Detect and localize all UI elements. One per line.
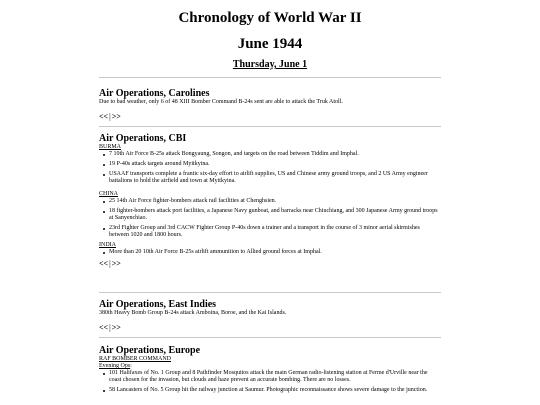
ops-label-line [99,363,441,370]
section-title: Air Operations, East Indies [99,299,217,310]
section-nav [99,323,441,332]
section-text: Due to bad weather, only 6 of 48 XIII Bomber Command B-24s sent are able to attack the Truk Atoll. [99,99,343,105]
date-heading: Thursday, June 1 [232,59,308,70]
divider [99,126,441,127]
list-item: 58 Lancasters of No. 5 Group hit the railway junction at Saumur. Photographic reconnaissance shows severe damage to the junction. [109,387,441,394]
list-item: 101 Halifaxes of No. 1 Group and 8 Pathfinder Mosquitos attack the main German radio-listening station at Ferme d'Urville near the coast chosen for the invasion, but clouds and haze prevent an accurate bombing. There are no losses. [109,370,441,384]
prev-link[interactable]: << [99,323,109,332]
section-east-indies [99,299,441,332]
region-label-china: CHINA [99,191,118,197]
divider [99,292,441,293]
nav-separator: | [109,259,111,268]
section-nav [99,112,441,121]
next-link[interactable]: >> [111,323,121,332]
prev-link[interactable]: << [99,259,109,268]
section-cbi [99,133,441,268]
section-title: Air Operations, CBI [99,133,187,144]
europe-list [99,370,441,394]
section-europe [99,345,441,397]
month-heading: June 1944 [237,36,303,52]
china-list [99,198,441,239]
list-item: 25 14th Air Force fighter-bombers attack rail facilities at Chenghsien. [109,198,441,205]
ops-label-suffix: : [130,363,132,369]
nav-separator: | [109,112,111,121]
divider [99,337,441,338]
command-label: RAF BOMBER COMMAND [99,356,172,362]
list-item: 23rd Fighter Group and 3rd CACW Fighter Group P-40s down a trainer and a transport in the course of 3 minor aerial skirmishes between 1020 and 1800 hours. [109,225,441,239]
list-item: 19 P-40s attack targets around Myitkyina. [109,161,441,168]
section-nav [99,259,441,268]
region-label-india: INDIA [99,242,116,248]
list-item: 18 fighter-bombers attack port facilities, a Japanese Navy gunboat, and barracks near Chiuchiang, and 300 Japanese Army ground troops at Sanyenchiao. [109,208,441,222]
page-title: Chronology of World War II [178,10,362,26]
region-label-burma: BURMA [99,144,122,150]
list-item: More than 20 10th Air Force B-25s airlift ammunition to Allied ground forces at Imphal. [109,249,441,256]
prev-link[interactable]: << [99,112,109,121]
list-item: USAAF transports complete a frantic six-day effort to airlift supplies, US and Chinese army ground troops, and 2 US Army engineer battalions to hold the airfield and town at Myitkyina. [109,171,441,185]
ops-label: Evening Ops [99,363,131,369]
section-carolines [99,88,441,121]
next-link[interactable]: >> [111,112,121,121]
burma-list [99,151,441,185]
section-title: Air Operations, Carolines [99,88,210,99]
nav-separator: | [109,323,111,332]
divider [99,77,441,78]
section-title: Air Operations, Europe [99,345,201,356]
list-item: 7 10th Air Force B-25s attack Bongyaung, Songon, and targets on the road between Tiddim and Imphal. [109,151,441,158]
india-list [99,249,441,256]
next-link[interactable]: >> [111,259,121,268]
section-text: 380th Heavy Bomb Group B-24s attack Amboina, Boroe, and the Kai Islands. [99,310,287,316]
